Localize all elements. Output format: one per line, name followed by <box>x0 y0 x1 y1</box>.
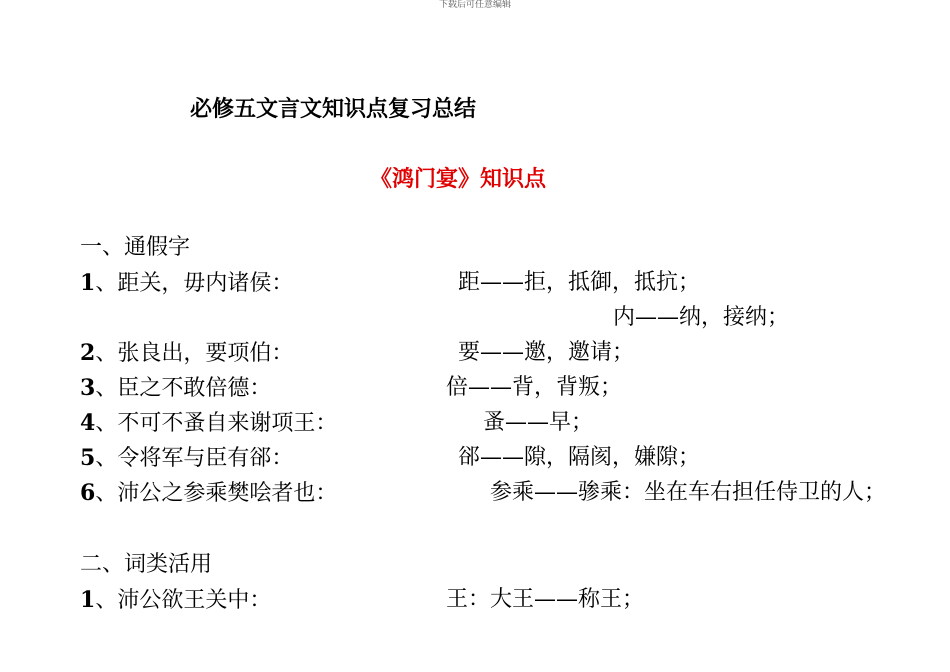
list-item-note: 参乘——骖乘：坐在车右担任侍卫的人； <box>490 480 887 505</box>
list-item-term <box>80 374 271 403</box>
item-number: 3 <box>80 375 96 401</box>
list-item-note: 内——纳，接纳； <box>613 305 790 330</box>
item-text: 、距关，毋内诸侯： <box>95 271 294 296</box>
list-item-note: 郤——隙，隔阂，嫌隙； <box>458 445 701 470</box>
section-heading-tongjiazi: 一、通假字 <box>80 235 191 260</box>
item-text: 、沛公之参乘樊哙者也： <box>95 481 338 506</box>
item-number: 1 <box>80 587 96 613</box>
list-item-term <box>80 339 293 368</box>
list-item-note: 要——邀，邀请； <box>458 340 635 365</box>
list-item-term <box>80 586 271 615</box>
list-item-term <box>80 479 337 508</box>
document-title: 必修五文言文知识点复习总结 <box>190 97 477 122</box>
item-text: 、不可不蚤自来谢项王： <box>95 411 338 436</box>
list-item-term <box>80 269 293 298</box>
item-text: 、令将军与臣有郤： <box>95 446 294 471</box>
list-item-note: 蚤——早； <box>483 410 594 435</box>
list-item-note: 王：大王——称王； <box>446 587 645 612</box>
section-heading-cileihuoyong: 二、词类活用 <box>80 552 213 577</box>
item-number: 1 <box>80 270 96 296</box>
item-text: 、臣之不敢倍德： <box>95 376 272 401</box>
section-subtitle: 《鸿门宴》知识点 <box>370 167 547 192</box>
list-item-note: 倍——背，背叛； <box>446 375 623 400</box>
list-item-term <box>80 409 337 438</box>
item-number: 2 <box>80 340 96 366</box>
header-note: 下载后可任意编辑 <box>438 0 511 10</box>
item-number: 5 <box>80 445 96 471</box>
item-number: 6 <box>80 480 96 506</box>
item-number: 4 <box>80 410 96 436</box>
item-text: 、沛公欲王关中： <box>95 588 272 613</box>
list-item-note: 距——拒，抵御，抵抗； <box>458 270 701 295</box>
list-item-term <box>80 444 293 473</box>
item-text: 、张良出，要项伯： <box>95 341 294 366</box>
